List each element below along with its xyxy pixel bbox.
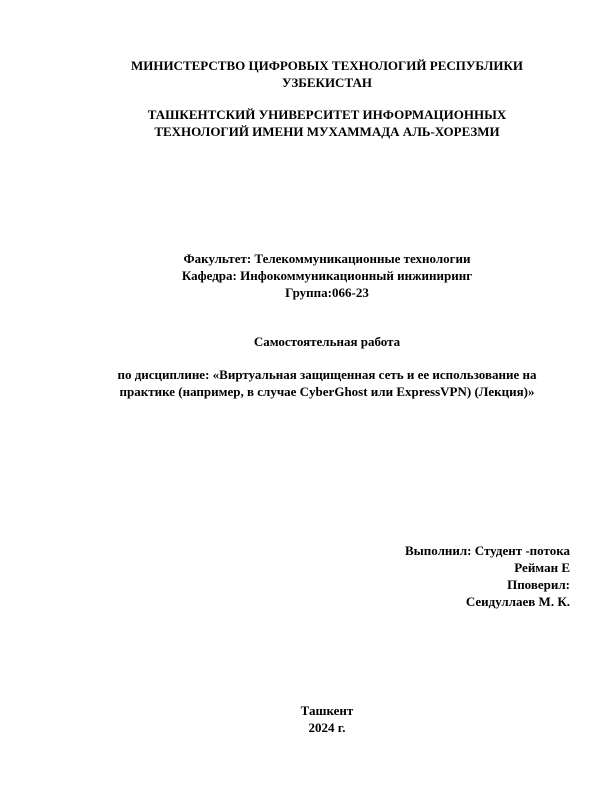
faculty-info: [60, 250, 594, 301]
university-heading: [60, 106, 594, 140]
footer-city-year: [60, 702, 594, 736]
city-name: Ташкент: [300, 703, 354, 718]
discipline-description: [60, 366, 594, 400]
ministry-line-2: УЗБЕКИСТАН: [282, 75, 372, 90]
discipline-line-1: по дисциплине: «Виртуальная защищенная сеть и ее использование на: [117, 367, 537, 382]
performed-by-label: Выполнил: Студент -потока: [404, 543, 570, 558]
work-title: [60, 333, 594, 350]
ministry-line-1: МИНИСТЕРСТВО ЦИФРОВЫХ ТЕХНОЛОГИЙ РЕСПУБЛИКИ: [130, 58, 524, 73]
year: 2024 г.: [308, 720, 346, 735]
teacher-name: Сеидуллаев М. К.: [465, 594, 570, 609]
discipline-line-2: практике (например, в случае CyberGhost или ExpressVPN) (Лекция)»: [119, 384, 535, 399]
group-line: Группа:066-23: [285, 285, 369, 300]
student-name: Рейман Е: [514, 560, 570, 575]
faculty-line: Факультет: Телекоммуникационные технологии: [183, 251, 471, 266]
ministry-heading: [60, 57, 594, 91]
work-title-text: Самостоятельная работа: [253, 334, 401, 349]
checked-by-label: Пповерил:: [507, 577, 570, 592]
university-line-1: ТАШКЕНТСКИЙ УНИВЕРСИТЕТ ИНФОРМАЦИОННЫХ: [147, 107, 507, 122]
signature-block: [270, 542, 570, 610]
department-line: Кафедра: Инфокоммуникационный инжиниринг: [181, 268, 473, 283]
university-line-2: ТЕХНОЛОГИЙ ИМЕНИ МУХАММАДА АЛЬ-ХОРЕЗМИ: [154, 124, 500, 139]
